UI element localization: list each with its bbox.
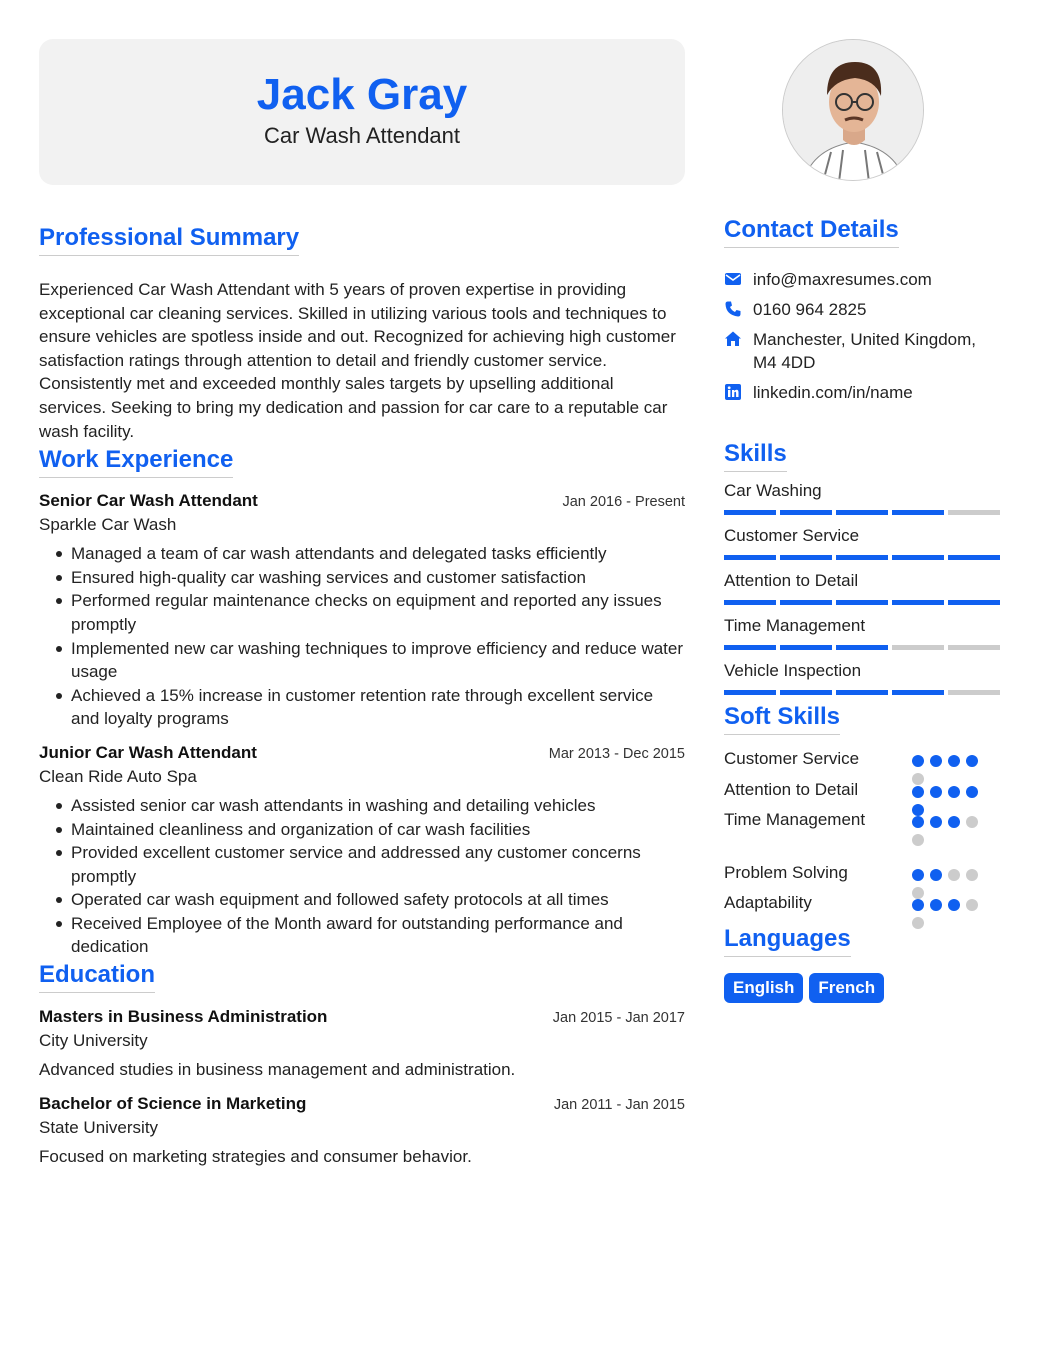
list-item: Achieved a 15% increase in customer retention rate through excellent service and loyalty programs [39,684,685,731]
skill-level-segment [948,510,1000,515]
linkedin-icon [724,383,742,401]
soft-skill-rating [912,816,986,846]
skill-level-segment [892,645,944,650]
languages-list [724,973,1000,1003]
soft-skill-item [724,749,1000,780]
soft-skill-item [724,863,1000,893]
profile-photo [782,39,924,181]
soft-skill-name: Time Management [724,810,866,829]
skills-heading: Skills [724,440,787,472]
phone-icon [724,300,742,318]
list-item: Assisted senior car wash attendants in washing and detailing vehicles [39,794,685,818]
skill-level-segment [836,555,888,560]
soft-skill-name: Problem Solving [724,863,848,882]
skill-level-segment [892,555,944,560]
soft-skill-name: Customer Service [724,749,860,768]
languages-heading: Languages [724,925,851,957]
list-item: Performed regular maintenance checks on equipment and reported any issues promptly [39,589,685,636]
list-item: Ensured high-quality car washing services and customer satisfaction [39,566,685,590]
skill-item [724,570,1000,605]
languages-section [724,925,1000,1003]
rating-dot [948,755,960,767]
skill-level-segment [780,600,832,605]
education-date: Jan 2015 - Jan 2017 [552,1010,685,1027]
job-bullets [39,542,685,731]
skills-list [724,480,1000,695]
education-section [39,961,685,1167]
skill-item [724,615,1000,650]
skill-level-segment [892,690,944,695]
rating-dot [948,869,960,881]
education-heading: Education [39,961,155,993]
contact-email [724,268,1000,291]
experience-heading: Work Experience [39,446,233,478]
summary-text: Experienced Car Wash Attendant with 5 years of proven expertise in providing exceptional car cleaning services. Skilled in utilizing various tools and techniques to ensure vehicles are spotless inside and out. Recognized for achieving high customer satisfaction ratings through attention to detail and friendly customer service. Consistently met and exceeded monthly sales targets by upselling additional services. Seeking to bring my dedication and passion for car care to a reputable car wash facility. [39,280,676,441]
rating-dot [930,869,942,881]
school-name: State University [39,1118,159,1138]
soft-skills-heading: Soft Skills [724,703,840,735]
skill-level-segment [724,555,776,560]
skill-item [724,525,1000,560]
contact-heading: Contact Details [724,216,899,248]
job-company: Sparkle Car Wash [39,515,177,535]
experience-section [39,446,685,959]
main-column [39,39,685,1167]
skill-level-bar [724,645,1000,650]
rating-dot [930,786,942,798]
avatar [783,40,924,181]
skill-level-segment [836,600,888,605]
phone-text: 0160 964 2825 [753,300,867,319]
skill-level-segment [724,510,776,515]
rating-dot [948,816,960,828]
skill-level-bar [724,690,1000,695]
rating-dot [930,755,942,767]
rating-dot [966,786,978,798]
skill-level-segment [780,690,832,695]
email-text[interactable]: info@maxresumes.com [753,270,932,289]
education-entry [39,1094,685,1167]
education-entry [39,1007,685,1080]
skill-level-segment [724,600,776,605]
job-date: Jan 2016 - Present [562,494,685,511]
address-text: Manchester, United Kingdom, M4 4DD [753,330,977,372]
education-date: Jan 2011 - Jan 2015 [553,1097,685,1114]
list-item: Provided excellent customer service and addressed any customer concerns promptly [39,841,685,888]
job-title: Senior Car Wash Attendant [39,491,258,511]
list-item: Received Employee of the Month award for outstanding performance and dedication [39,912,685,959]
contact-section [724,216,1000,411]
language-badge: English [724,973,803,1003]
skill-level-segment [948,690,1000,695]
job-title: Junior Car Wash Attendant [39,742,257,762]
skill-name: Car Washing [724,481,822,500]
school-name: City University [39,1031,148,1051]
education-description: Focused on marketing strategies and consumer behavior. [39,1147,472,1167]
rating-dot [912,755,924,767]
contact-linkedin [724,381,1000,404]
degree-title: Bachelor of Science in Marketing [39,1094,307,1114]
skill-name: Time Management [724,616,866,635]
list-item: Maintained cleanliness and organization of car wash facilities [39,818,685,842]
skill-name: Vehicle Inspection [724,661,862,680]
list-item: Operated car wash equipment and followed safety protocols at all times [39,888,685,912]
summary-section [39,224,685,443]
rating-dot [966,816,978,828]
skill-item [724,480,1000,515]
header-box [39,39,685,185]
soft-skill-name: Attention to Detail [724,780,859,799]
skill-item [724,660,1000,695]
rating-dot [966,899,978,911]
skill-level-segment [948,645,1000,650]
list-item: Implemented new car washing techniques to improve efficiency and reduce water usage [39,637,685,684]
skill-level-bar [724,600,1000,605]
rating-dot [912,816,924,828]
linkedin-text[interactable]: linkedin.com/in/name [753,383,913,402]
rating-dot [912,786,924,798]
candidate-title: Car Wash Attendant [263,123,461,148]
home-icon [724,330,742,348]
soft-skill-name: Adaptability [724,893,812,912]
rating-dot [930,816,942,828]
job-entry [39,491,685,731]
skill-level-segment [836,645,888,650]
summary-heading: Professional Summary [39,224,299,256]
skill-level-segment [836,510,888,515]
skill-level-segment [892,600,944,605]
degree-title: Masters in Business Administration [39,1007,328,1027]
skill-name: Attention to Detail [724,571,859,590]
soft-skills-list [724,749,1000,923]
skill-level-segment [724,645,776,650]
candidate-name: Jack Gray [256,70,468,119]
skill-level-segment [892,510,944,515]
soft-skill-item [724,810,1000,863]
rating-dot [912,869,924,881]
rating-dot [966,869,978,881]
rating-dot [912,834,924,846]
soft-skill-item [724,780,1000,810]
envelope-icon [724,270,742,288]
soft-skill-item [724,893,1000,923]
skill-level-segment [780,555,832,560]
job-date: Mar 2013 - Dec 2015 [548,745,685,762]
rating-dot [948,786,960,798]
contact-phone [724,298,1000,321]
job-entry [39,743,685,959]
job-company: Clean Ride Auto Spa [39,766,197,786]
skill-level-segment [780,645,832,650]
rating-dot [930,899,942,911]
list-item: Managed a team of car wash attendants and delegated tasks efficiently [39,542,685,566]
contact-address [724,328,1000,374]
rating-dot [948,899,960,911]
job-bullets [39,794,685,959]
soft-skills-section [724,703,1000,923]
language-badge: French [809,973,884,1003]
skill-level-bar [724,555,1000,560]
skill-name: Customer Service [724,526,860,545]
skill-level-segment [836,690,888,695]
skill-level-segment [724,690,776,695]
skill-level-bar [724,510,1000,515]
skills-section [724,440,1000,705]
education-description: Advanced studies in business management and administration. [39,1060,516,1080]
rating-dot [966,755,978,767]
rating-dot [912,899,924,911]
skill-level-segment [780,510,832,515]
skill-level-segment [948,555,1000,560]
skill-level-segment [948,600,1000,605]
